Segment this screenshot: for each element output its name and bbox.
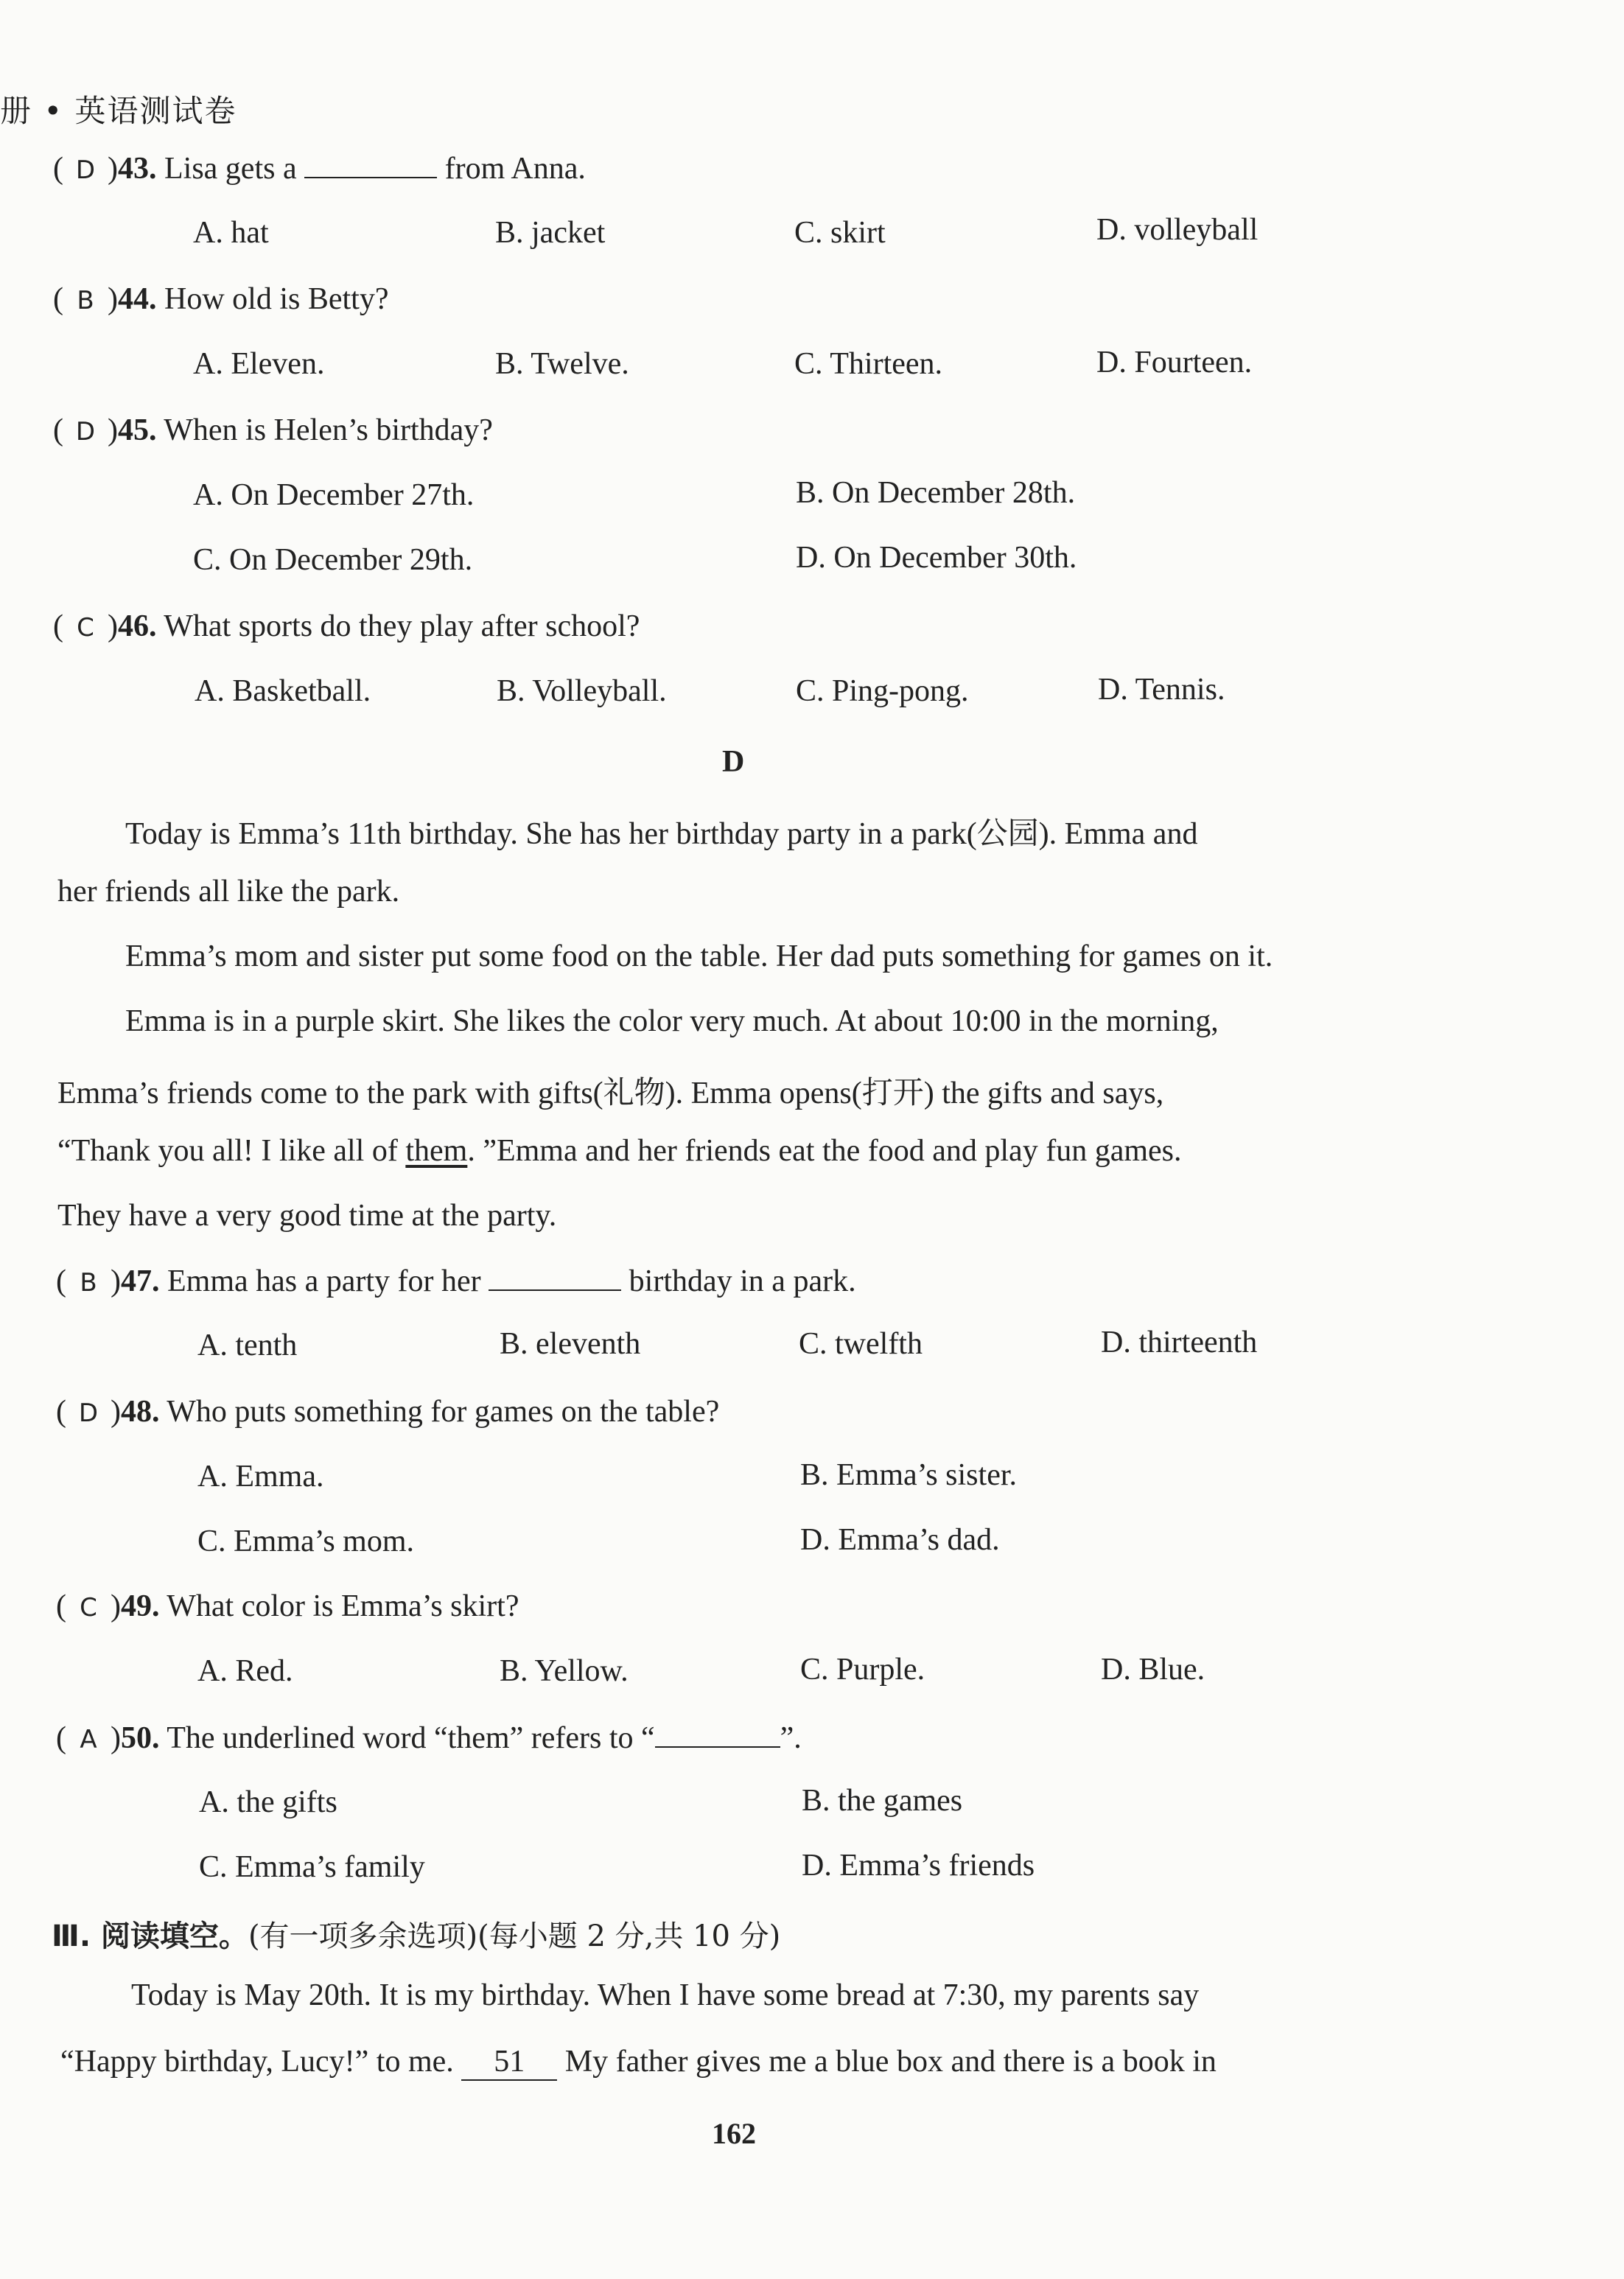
question-number: 46. xyxy=(118,609,157,643)
question-text: How old is Betty? xyxy=(164,282,389,316)
option-b: B. eleventh xyxy=(500,1327,641,1361)
question-text: When is Helen’s birthday? xyxy=(164,413,493,447)
question-43: ( D )43. Lisa gets a from Anna. xyxy=(53,152,586,186)
passage-line: her friends all like the park. xyxy=(57,875,400,909)
question-text: What sports do they play after school? xyxy=(164,609,640,643)
passage-line: They have a very good time at the party. xyxy=(57,1199,557,1233)
option-b: B. Twelve. xyxy=(495,347,629,381)
option-d: D. Emma’s dad. xyxy=(800,1523,1000,1557)
question-number: 43. xyxy=(118,152,157,186)
passage-line: Today is May 20th. It is my birthday. When I have some bread at 7:30, my parents say xyxy=(131,1978,1200,2012)
option-c: C. Thirteen. xyxy=(794,347,943,381)
answer-blank xyxy=(655,1720,780,1748)
option-c: C. Purple. xyxy=(800,1653,925,1687)
passage-text: My father gives me a blue box and there is a book in xyxy=(564,2045,1217,2079)
passage-text: “Happy birthday, Lucy!” to me. xyxy=(60,2045,454,2079)
option-b: B. Volleyball. xyxy=(497,674,667,708)
option-b: B. the games xyxy=(802,1784,963,1818)
option-b: B. On December 28th. xyxy=(796,476,1076,510)
option-b: B. Emma’s sister. xyxy=(800,1458,1017,1492)
question-text: Lisa gets a xyxy=(164,152,297,186)
question-number: 48. xyxy=(121,1395,160,1429)
option-a: A. Eleven. xyxy=(193,347,325,381)
question-text: Who puts something for games on the table? xyxy=(167,1395,720,1429)
answer-47: B xyxy=(80,1268,97,1298)
question-number: 50. xyxy=(121,1721,160,1755)
option-a: A. On December 27th. xyxy=(193,478,475,512)
question-44: ( B )44. How old is Betty? xyxy=(53,282,389,316)
answer-blank xyxy=(489,1263,621,1291)
question-49: ( C )49. What color is Emma’s skirt? xyxy=(56,1589,519,1623)
question-46: ( C )46. What sports do they play after school? xyxy=(53,609,640,643)
passage-title: D xyxy=(722,745,745,779)
question-47: ( B )47. Emma has a party for her birthday in a park. xyxy=(56,1264,856,1298)
answer-45: D xyxy=(75,417,96,447)
passage-line: Emma’s friends come to the park with gifts(礼物). Emma opens(打开) the gifts and says, xyxy=(57,1077,1164,1110)
question-45: ( D )45. When is Helen’s birthday? xyxy=(53,413,493,447)
option-d: D. volleyball xyxy=(1096,213,1259,247)
page-number: 162 xyxy=(712,2117,756,2150)
question-number: 49. xyxy=(121,1589,160,1623)
question-text: from Anna. xyxy=(444,152,586,186)
option-a: A. Basketball. xyxy=(195,674,371,708)
option-c: C. Emma’s family xyxy=(199,1850,425,1884)
answer-44: B xyxy=(77,286,94,315)
page-header: 册 • 英语测试卷 xyxy=(0,93,237,129)
question-number: 44. xyxy=(118,282,157,316)
option-c: C. Emma’s mom. xyxy=(197,1524,414,1558)
section-heading xyxy=(52,1913,780,1955)
passage-line: Emma’s mom and sister put some food on the table. Her dad puts something for games on it. xyxy=(125,939,1273,973)
passage-text: “Thank you all! I like all of xyxy=(57,1134,398,1168)
answer-46: C xyxy=(77,613,94,643)
option-a: A. hat xyxy=(193,216,269,250)
answer-50: A xyxy=(80,1725,97,1754)
question-text: What color is Emma’s skirt? xyxy=(167,1589,519,1623)
passage-line xyxy=(57,1133,1182,1169)
question-text: Emma has a party for her xyxy=(167,1264,481,1298)
option-c: C. On December 29th. xyxy=(193,543,473,577)
passage-line: Today is Emma’s 11th birthday. She has her birthday party in a park(公园). Emma and xyxy=(125,817,1198,851)
answer-blank xyxy=(304,150,437,178)
answer-49: C xyxy=(80,1593,97,1622)
option-d: D. Emma’s friends xyxy=(802,1849,1035,1883)
question-number: 47. xyxy=(121,1264,160,1298)
option-a: A. the gifts xyxy=(199,1785,337,1819)
answer-43: D xyxy=(75,155,96,185)
option-a: A. tenth xyxy=(197,1328,298,1362)
question-number: 45. xyxy=(118,413,157,447)
option-d: D. On December 30th. xyxy=(796,541,1077,575)
passage-line: Emma is in a purple skirt. She likes the color very much. At about 10:00 in the morning, xyxy=(125,1004,1219,1038)
option-c: C. skirt xyxy=(794,216,886,250)
question-text: birthday in a park. xyxy=(629,1264,856,1298)
passage-text: . ”Emma and her friends eat the food and play fun games. xyxy=(467,1134,1182,1168)
question-text: ”. xyxy=(780,1721,802,1755)
section-subtitle: (有一项多余选项)(每小题 2 分,共 10 分) xyxy=(248,1919,781,1953)
option-d: D. Tennis. xyxy=(1098,673,1225,707)
question-text: The underlined word “them” refers to “ xyxy=(167,1721,655,1755)
option-c: C. Ping-pong. xyxy=(796,674,969,708)
answer-48: D xyxy=(78,1398,99,1428)
option-a: A. Red. xyxy=(197,1654,293,1688)
passage-line xyxy=(60,2044,1217,2081)
question-50: ( A )50. The underlined word “them” refers to “ ”. xyxy=(56,1721,802,1755)
question-48: ( D )48. Who puts something for games on the table? xyxy=(56,1395,720,1429)
option-d: D. Fourteen. xyxy=(1096,346,1253,379)
blank-51: 51 xyxy=(461,2044,557,2081)
option-d: D. Blue. xyxy=(1101,1653,1205,1687)
underlined-word: them xyxy=(405,1134,468,1168)
option-d: D. thirteenth xyxy=(1101,1326,1258,1359)
option-a: A. Emma. xyxy=(197,1460,324,1494)
option-c: C. twelfth xyxy=(799,1327,923,1361)
section-title: Ⅲ. 阅读填空。 xyxy=(52,1919,248,1953)
option-b: B. jacket xyxy=(495,216,606,250)
option-b: B. Yellow. xyxy=(500,1654,629,1688)
